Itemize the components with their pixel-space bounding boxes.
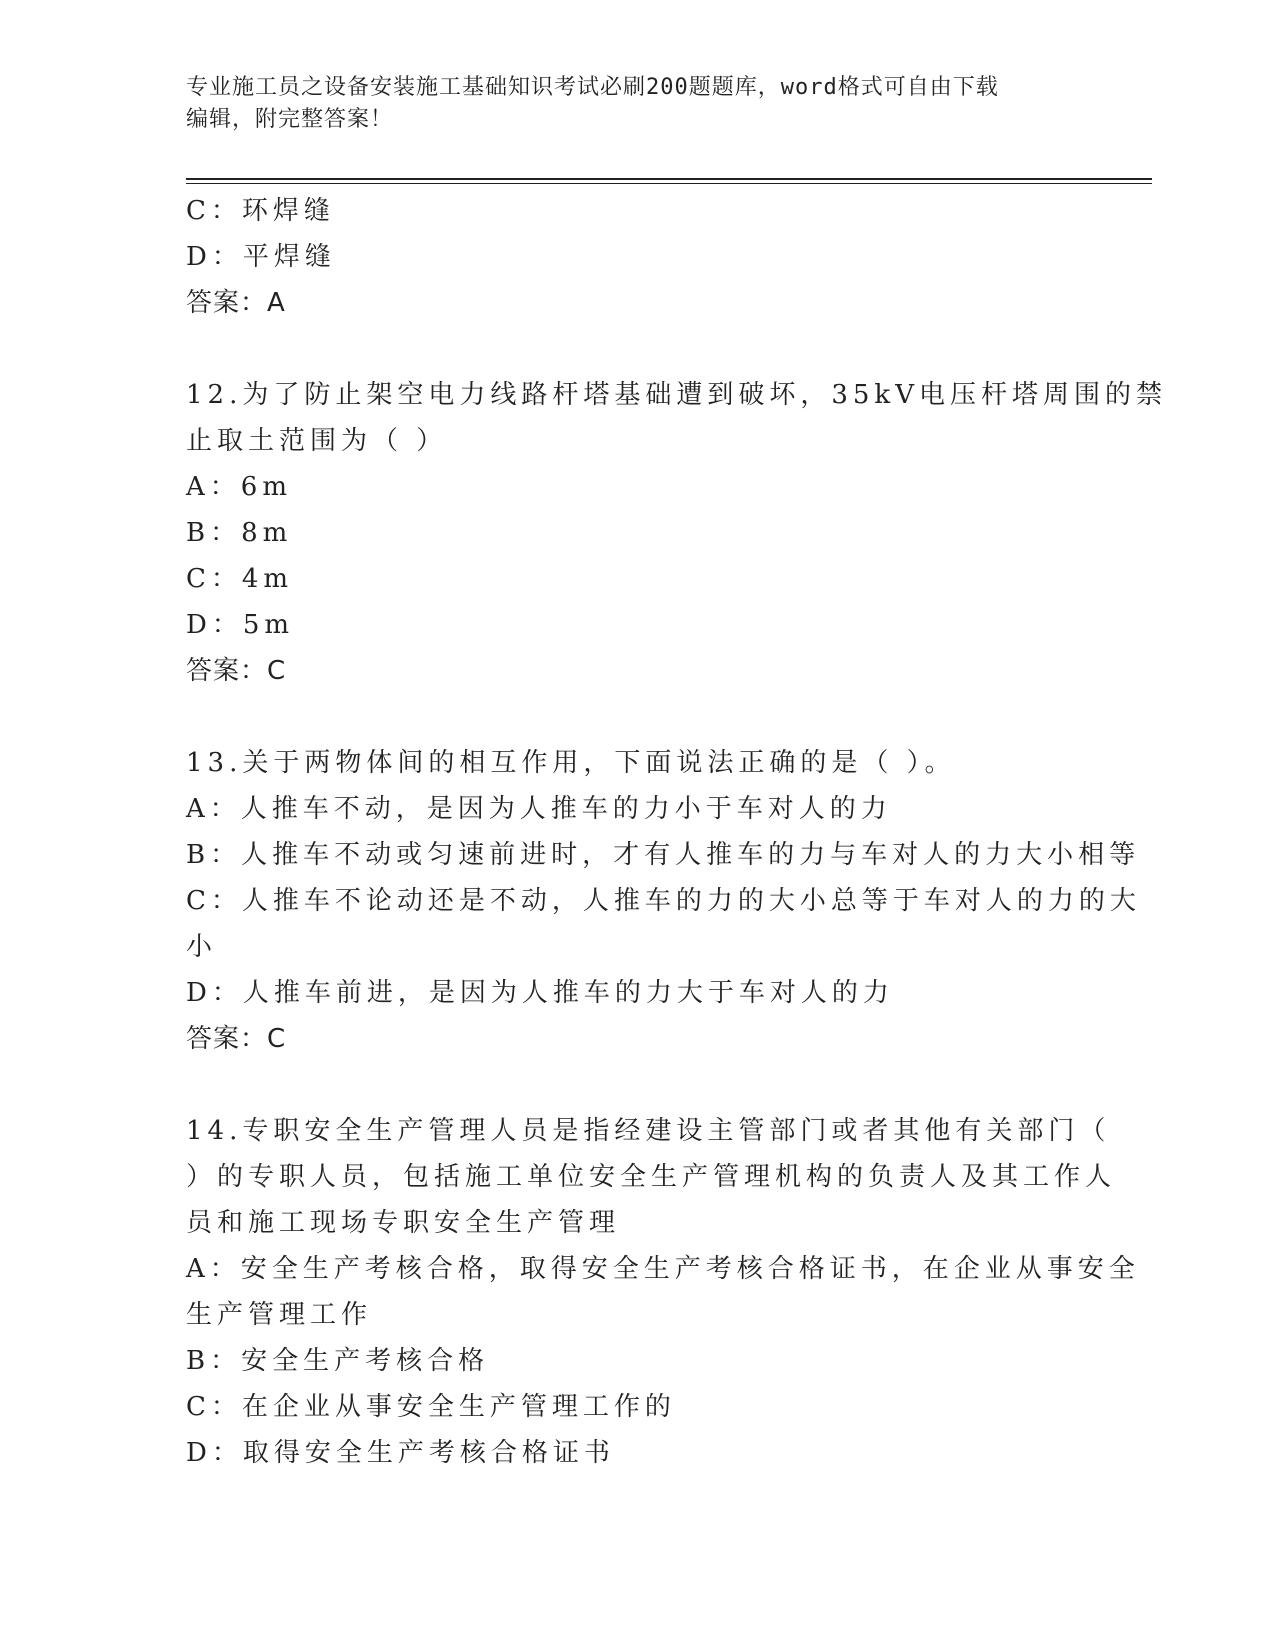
q13-option-d: D：人推车前进，是因为人推车的力大于车对人的力 [186, 978, 894, 1008]
header-title-line-1: 专业施工员之设备安装施工基础知识考试必刷200题题库，word格式可自由下载 [186, 75, 999, 100]
q12-option-d: D：5m [186, 610, 295, 640]
q14-option-a-line-1: A：安全生产考核合格，取得安全生产考核合格证书，在企业从事安全 [186, 1254, 1140, 1284]
q13-option-c-line-1: C：人推车不论动还是不动，人推车的力的大小总等于车对人的力的大 [186, 886, 1141, 916]
q13-option-c-line-2: 小 [186, 932, 218, 962]
q13-answer: 答案：C [186, 1024, 287, 1054]
q11-answer: 答案：A [186, 288, 286, 318]
spacer [186, 694, 1086, 740]
q14-option-b: B：安全生产考核合格 [186, 1346, 490, 1376]
document-header [186, 72, 1066, 136]
q14-option-a-line-2: 生产管理工作 [186, 1300, 373, 1330]
q14-stem-line-1: 14.专职安全生产管理人员是指经建设主管部门或者其他有关部门（ [186, 1116, 1111, 1146]
header-title-line-2: 编辑，附完整答案！ [186, 107, 394, 132]
header-divider-thin [186, 183, 1152, 184]
spacer [186, 326, 1086, 372]
q12-stem-line-2: 止取土范围为（ ） [186, 426, 448, 456]
q14-option-d: D：取得安全生产考核合格证书 [186, 1438, 615, 1468]
q12-option-a: A：6m [186, 472, 292, 502]
spacer [186, 1062, 1086, 1108]
q11-option-d: D：平焊缝 [186, 242, 336, 272]
q12-option-c: C：4m [186, 564, 294, 594]
q13-option-b: B：人推车不动或匀速前进时，才有人推车的力与车对人的力大小相等 [186, 840, 1141, 870]
q12-answer: 答案：C [186, 656, 287, 686]
q13-option-a: A：人推车不动，是因为人推车的力小于车对人的力 [186, 794, 892, 824]
q13-stem: 13.关于两物体间的相互作用，下面说法正确的是（ ）。 [186, 748, 956, 778]
q11-option-c: C：环焊缝 [186, 196, 335, 226]
q14-stem-line-2: ）的专职人员，包括施工单位安全生产管理机构的负责人及其工作人 [186, 1162, 1117, 1192]
header-divider-thick [186, 178, 1152, 180]
q14-stem-line-3: 员和施工现场专职安全生产管理 [186, 1208, 621, 1238]
q14-option-c: C：在企业从事安全生产管理工作的 [186, 1392, 676, 1422]
question-content [186, 188, 1167, 1476]
q12-stem-line-1: 12.为了防止架空电力线路杆塔基础遭到破坏，35kV电压杆塔周围的禁 [186, 380, 1167, 410]
q12-option-b: B：8m [186, 518, 293, 548]
